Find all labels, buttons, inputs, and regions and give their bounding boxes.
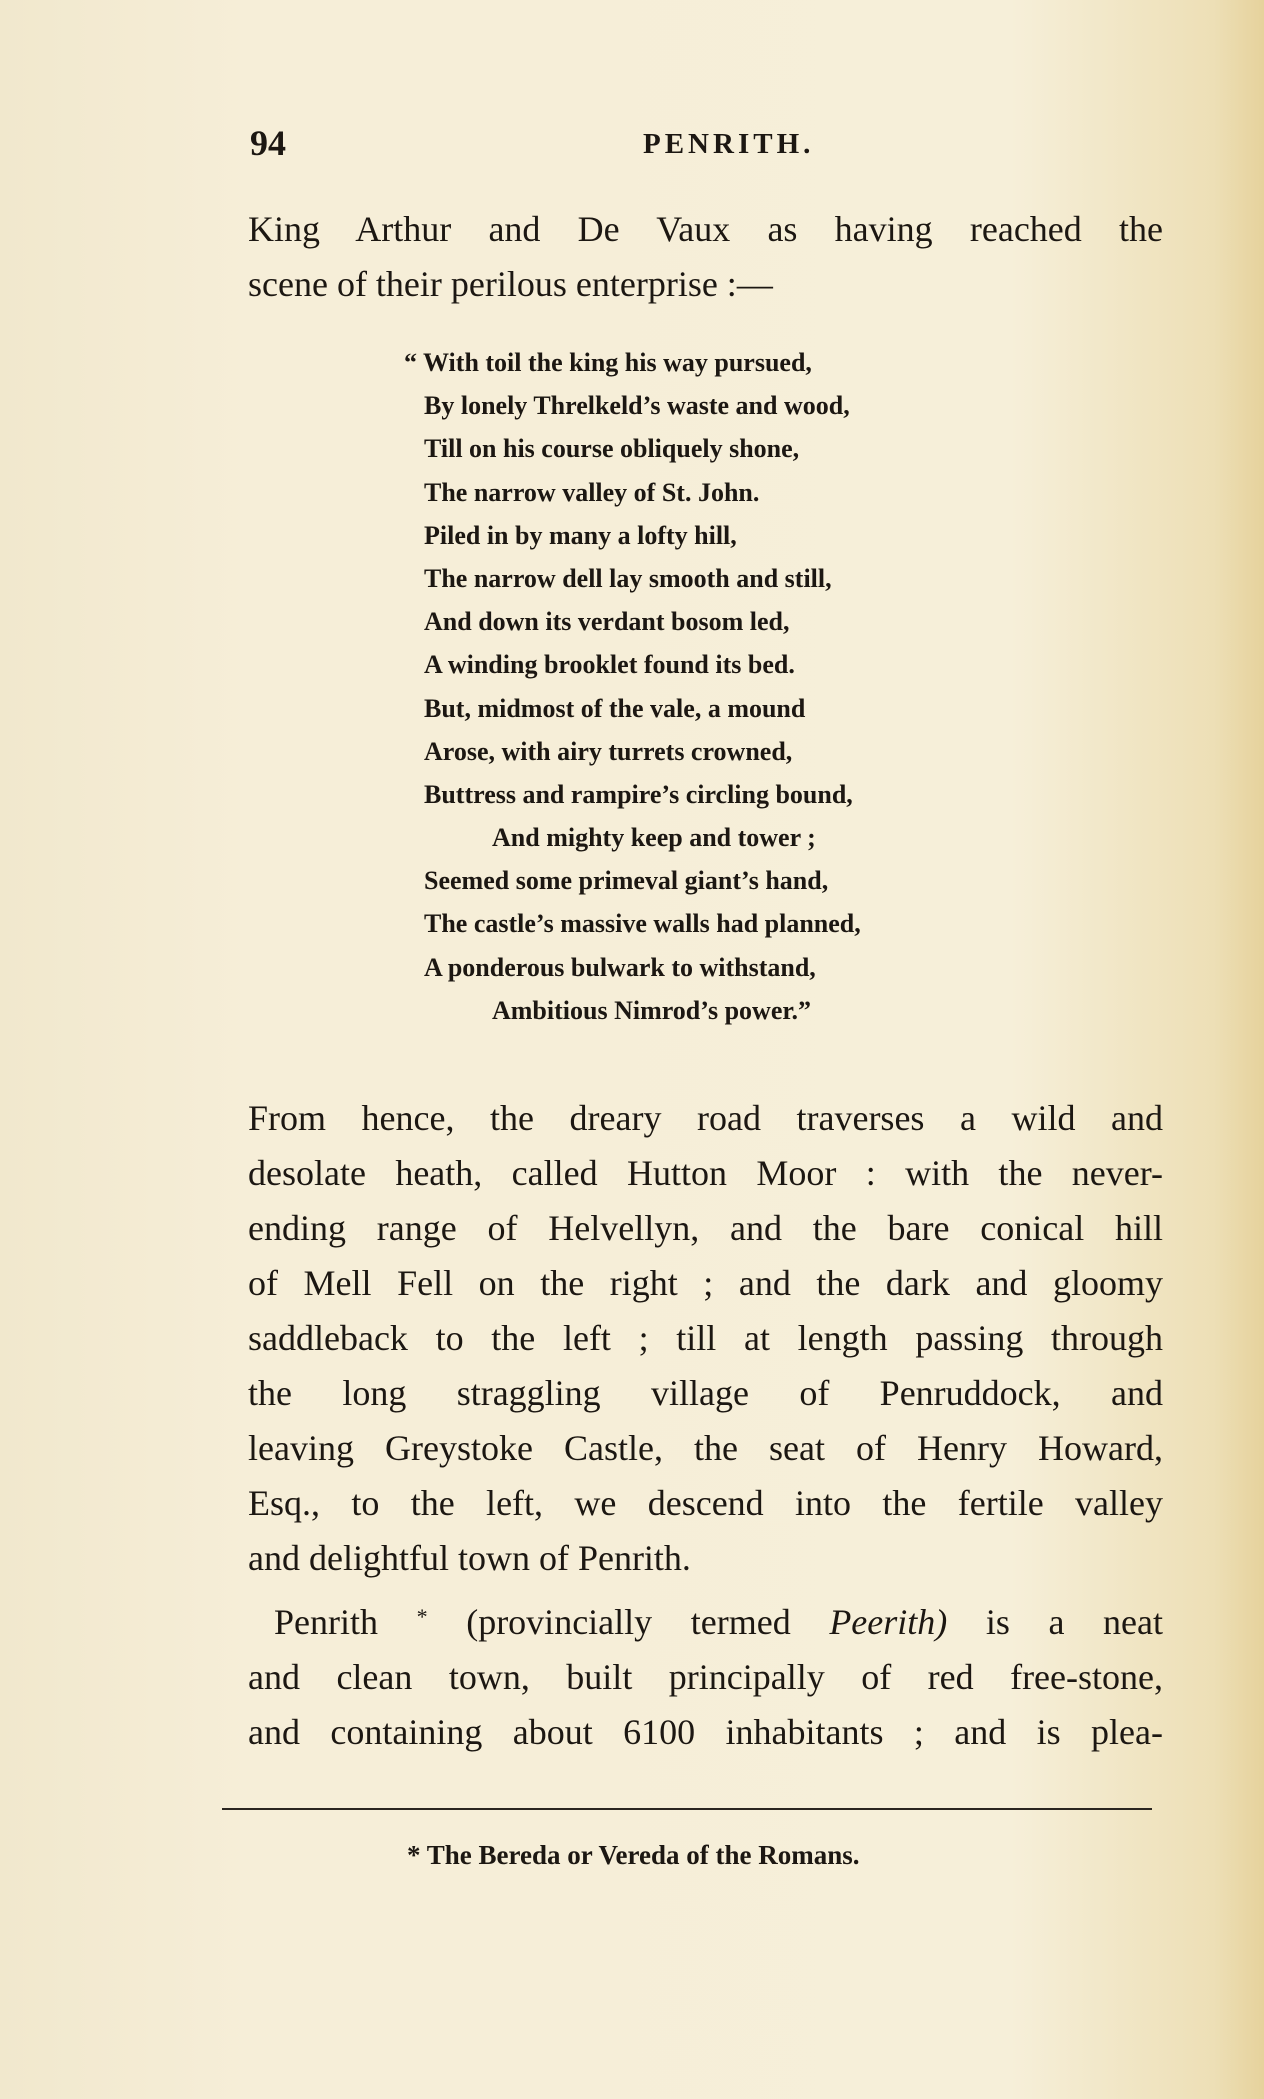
text-line: saddleback to the left ; till at length passing through <box>248 1318 1163 1358</box>
text-line: Esq., to the left, we descend into the fertile valley <box>248 1483 1163 1523</box>
verse-line: Seemed some primeval giant’s hand, <box>424 866 829 896</box>
verse-line: Piled in by many a lofty hill, <box>424 520 737 550</box>
text-line: and delightful town of Penrith. <box>248 1538 691 1578</box>
footnote: * The Bereda or Vereda of the Romans. <box>407 1840 860 1870</box>
text-line: ending range of Helvellyn, and the bare conical hill <box>248 1208 1163 1248</box>
verse-line: And mighty keep and tower ; <box>492 823 816 853</box>
paragraph-road <box>248 1091 1163 1586</box>
text-line: From hence, the dreary road traverses a wild and <box>248 1098 1163 1138</box>
verse-line: The narrow dell lay smooth and still, <box>424 563 832 593</box>
verse-line: A ponderous bulwark to withstand, <box>424 952 816 982</box>
verse-line: And down its verdant bosom led, <box>424 607 790 637</box>
text-line: scene of their perilous enterprise :— <box>248 264 773 304</box>
verse-line: Arose, with airy turrets crowned, <box>424 736 793 766</box>
verse-line: The narrow valley of St. John. <box>424 477 760 507</box>
footnote-divider <box>222 1808 1152 1810</box>
text-line: and clean town, built principally of red free-stone, <box>248 1657 1163 1697</box>
page-number: 94 <box>250 123 286 163</box>
italic-term: Peerith) <box>829 1602 948 1642</box>
verse-line: Till on his course obliquely shone, <box>424 434 800 464</box>
text-line: King Arthur and De Vaux as having reached the <box>248 209 1163 249</box>
text-line: of Mell Fell on the right ; and the dark and gloomy <box>248 1263 1163 1303</box>
text-segment: is a neat <box>947 1602 1164 1642</box>
verse-line: “ With toil the king his way pursued, <box>404 348 812 377</box>
text-line: the long straggling village of Penruddock, and <box>248 1373 1163 1413</box>
verse-line: Ambitious Nimrod’s power.” <box>492 995 812 1025</box>
verse-quotation <box>404 341 1024 1032</box>
paragraph-penrith <box>248 1589 1163 1760</box>
verse-line: Buttress and rampire’s circling bound, <box>424 779 853 809</box>
verse-line: A winding brooklet found its bed. <box>424 650 795 680</box>
text-line: leaving Greystoke Castle, the seat of Henry Howard, <box>248 1428 1163 1468</box>
text-line: and containing about 6100 inhabitants ; and is plea- <box>248 1712 1163 1752</box>
running-title: PENRITH. <box>643 128 815 160</box>
penrith-word: Penrith <box>274 1602 378 1642</box>
verse-line: But, midmost of the vale, a mound <box>424 693 806 723</box>
verse-line: By lonely Threlkeld’s waste and wood, <box>424 391 850 421</box>
text-line <box>248 1589 1163 1650</box>
text-segment: (provincially termed <box>427 1602 830 1642</box>
verse-line: The castle’s massive walls had planned, <box>424 909 861 939</box>
intro-text <box>248 202 1163 312</box>
text-line: desolate heath, called Hutton Moor : with the never- <box>248 1153 1163 1193</box>
footnote-marker: * <box>416 1604 428 1629</box>
page-header <box>250 122 1150 172</box>
